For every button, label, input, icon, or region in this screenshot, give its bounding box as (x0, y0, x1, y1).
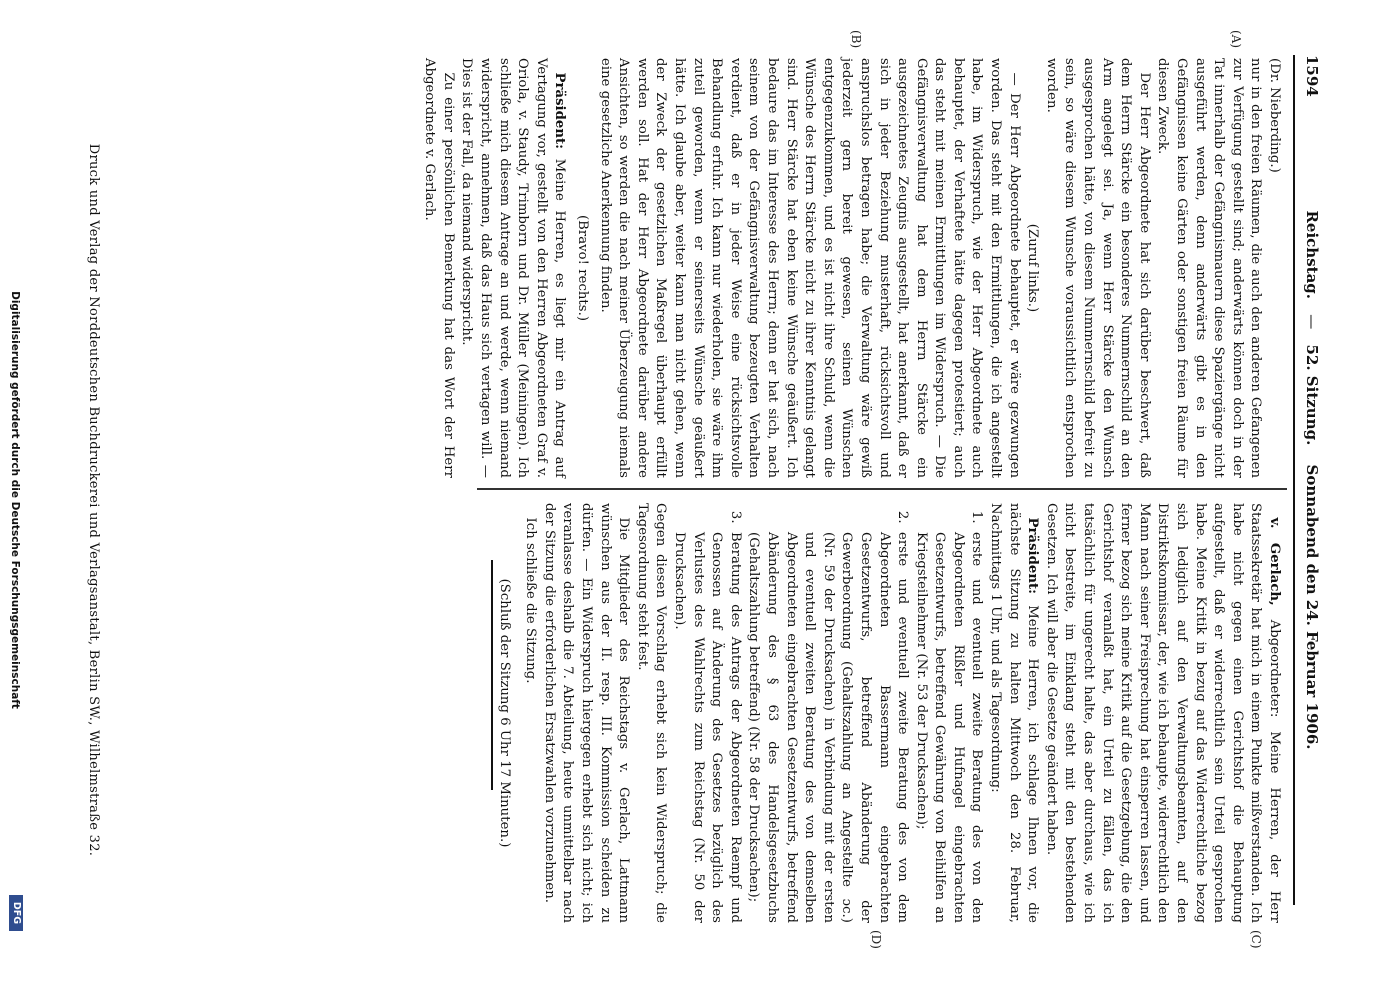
agenda-list (669, 503, 985, 923)
paragraph-text: Meine Herren, es liegt mir ein Antrag auf Vertagung vor, gestellt von den Herren Abgeordneten Graf v. Oriola, v. Staudy, Trimborn und Dr. Müller (Meiningen). Ich schließe mich diesem Antrage an und werde, wenn niemand widerspricht, annehmen, daß das Haus sich vertagen will. — Dies ist der Fall, da niemand widerspricht. (459, 58, 568, 478)
header-date: Sonnabend den 24. Februar 1906. (1303, 464, 1321, 750)
speaker-note: (Dr. Nieberding.) (1267, 58, 1282, 173)
header-rule (1293, 55, 1295, 905)
agenda-item-text: erste und eventuell zweite Beratung des von dem Abgeordneten Bassermann eingebrachten Gesetzentwurfs, betreffend Abänderung der Gewerbeordnung (Gehaltszahlung an Angestellte ɔc.) (Nr. 59 der Drucksachen) in Verbindung mit der ersten und eventuell zweiten Beratung des von demselben Abgeordneten eingebrachten Gesetzentwurfs, betreffend Abänderung des § 63 des Handelsgesetzbuchs (Gehaltszahlung betreffend) (Nr. 58 der Drucksachen); (746, 532, 911, 923)
agenda-item-number: 2. (895, 510, 911, 524)
header-title-line (1303, 55, 1321, 905)
paragraph-text: Abgeordneter: Meine Herren, der Herr Staatssekretär hat mich in einem Punkte mißverstanden. Ich habe nicht gegen einen Gerichtshof die Behauptung aufgestellt, daß er widerrechtlich sein Urteil gesprochen habe. Meine Kritik in bezug auf das Widerrechtliche bezog sich lediglich auf den Verwaltungsbeamten, auf den Distriktskommissar, der, wie ich behaupte, widerrechtlich den Mann nach seiner Freisprechung hat einsperren lassen, und ferner bezog sich meine Kritik auf die Gesetzgebung, die den Gerichtshof veranlaßt hat, ein Urteil zu fällen, das ich tatsächlich für ungerecht halte, das aber durchaus, wie ich nicht bestreite, im Einklang steht mit den bestehenden Gesetzen. Ich will aber die Gesetze geändert haben. (1043, 503, 1282, 923)
margin-mark-c: (C) (1249, 930, 1263, 949)
paragraph: Gegen diesen Vorschlag erhebt sich kein Widerspruch; die Tagesordnung steht fest. (634, 503, 669, 923)
agenda-item-text: erste und eventuell zweite Beratung des von den Abgeordneten Rißler und Hufnagel eingebrachten Gesetzentwurfs, betreffend Gewährung von Beihilfen an Kriegsteilnehmer (Nr. 53 der Drucksachen); (913, 532, 985, 923)
agenda-item (911, 503, 985, 923)
speaker-label: Präsident: (552, 72, 568, 150)
paragraph: Die Mitglieder des Reichstags v. Gerlach, Lattmann wünschen aus der II. resp. III. Kommission scheiden zu dürfen. — Ein Widerspruch hiergegen erhebt sich nicht; ich veranlasse deshalb die 7. Abteilung, heute unmittelbar nach der Sitzung die erforderlichen Ersatzwahlen vorzunehmen. (541, 503, 632, 923)
margin-mark-a: (A) (1229, 30, 1243, 49)
dfg-logo: DFG (9, 895, 23, 931)
paragraph (1041, 503, 1283, 923)
paragraph: Der Herr Abgeordnete hat sich darüber beschwert, daß dem Herrn Stärcke ein besonderes Nummernschild an den Arm angelegt sei. Ja, wenn Herr Stärcke den Wunsch ausgesprochen hätte, von diesem Nummernschild befreit zu sein, so wäre diesem Wunsche voraussichtlich entsprochen worden. (1043, 58, 1152, 478)
column-divider (477, 488, 1287, 490)
interjection: (Bravo! rechts.) (575, 214, 591, 322)
speaker-label: v. Gerlach, (1267, 517, 1282, 606)
page-number: 1594 (1303, 55, 1321, 97)
paragraph: nur in den freien Räumen, die auch den anderen Gefangenen zur Verfügung gestellt sind; anderwärts können doch in der Tat innerhalb der Gefängnismauern diese Spaziergänge nicht ausgeführt werden, denn anderwärts gibt es in den Gefängnissen keine Gärten oder sonstigen freien Räume für diesen Zweck. (1155, 58, 1264, 478)
end-rule (491, 560, 493, 790)
running-header (1295, 55, 1321, 905)
agenda-item (669, 503, 743, 923)
header-dash: — (1303, 314, 1321, 330)
agenda-item-number: 1. (969, 510, 985, 524)
paragraph (457, 58, 569, 478)
margin-mark-d: (D) (869, 930, 883, 949)
agenda-item-number: 3. (727, 510, 743, 524)
agenda-item (744, 503, 911, 923)
header-session: 52. Sitzung. (1303, 344, 1321, 446)
paragraph: Ich schließe die Sitzung. (523, 517, 539, 684)
paragraph: Zu einer persönlichen Bemerkung hat das Wort der Herr Abgeordnete v. Gerlach. (422, 58, 456, 478)
interjection: (Zuruf links.) (1025, 223, 1041, 313)
closing-note: (Schluß der Sitzung 6 Uhr 17 Minuten.) (496, 578, 512, 848)
margin-mark-b: (B) (849, 30, 863, 49)
speaker-label: Präsident: (1025, 517, 1041, 595)
agenda-item-text: Beratung des Antrags der Abgeordneten Raempf und Genossen auf Änderung des Gesetzes bezüglich des Verlustes des Wahlrechts zum Reichstag (Nr. 50 der Drucksachen). (672, 532, 743, 923)
paragraph (986, 503, 1042, 923)
imprint: Druck und Verlag der Norddeutschen Buchdruckerei und Verlagsanstalt, Berlin SW., Wilhelmstraße 32. (86, 143, 101, 857)
header-title: Reichstag. (1303, 210, 1321, 300)
paragraph-text: Meine Herren, ich schlage Ihnen vor, die nächste Sitzung zu halten Mittwoch den 28. Februar, Nachmittags 1 Uhr, und als Tagesordnung: (988, 503, 1041, 923)
left-column (420, 58, 1283, 478)
right-column (494, 503, 1283, 923)
funding-note: Digitalisierung gefördert durch die Deutsche Forschungsgemeinschaft (9, 291, 21, 709)
paragraph: — Der Herr Abgeordnete behauptet, er wäre gezwungen worden. Das steht mit den Ermittlungen, die ich angestellt habe, im Widerspruch, wie der Herr Abgeordnete auch behauptet, der Verhaftete hätte dagegen protestiert; auch das steht mit meinen Ermittlungen im Widerspruch. — Die Gefängnisverwaltung hat dem Herrn Stärcke ein ausgezeichnetes Zeugnis ausgestellt, hat anerkannt, daß er sich in jeder Beziehung musterhaft, rücksichtsvoll und anspruchslos betragen habe; die Verwaltung wäre gewiß jederzeit gern bereit gewesen, seinen Wünschen entgegenzukommen, und es ist nicht ihre Schuld, wenn die Wünsche des Herrn Stärcke nicht zu ihrer Kenntnis gelangt sind. Herr Stärcke hat eben keine Wünsche geäußert. Ich bedaure das im Interesse des Herrn; denn er hat sich, nach seinem von der Gefängnisverwaltung bezeugten Verhalten verdient, daß er in jeder Weise eine rücksichtsvolle Behandlung erfuhr. Ich kann nur wiederholen, sie wäre ihm zuteil geworden, wenn er seinerseits Wünsche geäußert hätte. Ich glaube aber, weiter kann man nicht gehen, wenn der Zweck der gesetzlichen Maßregel überhaupt erfüllt werden soll. Hat der Herr Abgeordnete darüber andere Ansichten, so werden die nach meiner Überzeugung niemals eine gesetzliche Anerkennung finden. (597, 58, 1022, 478)
